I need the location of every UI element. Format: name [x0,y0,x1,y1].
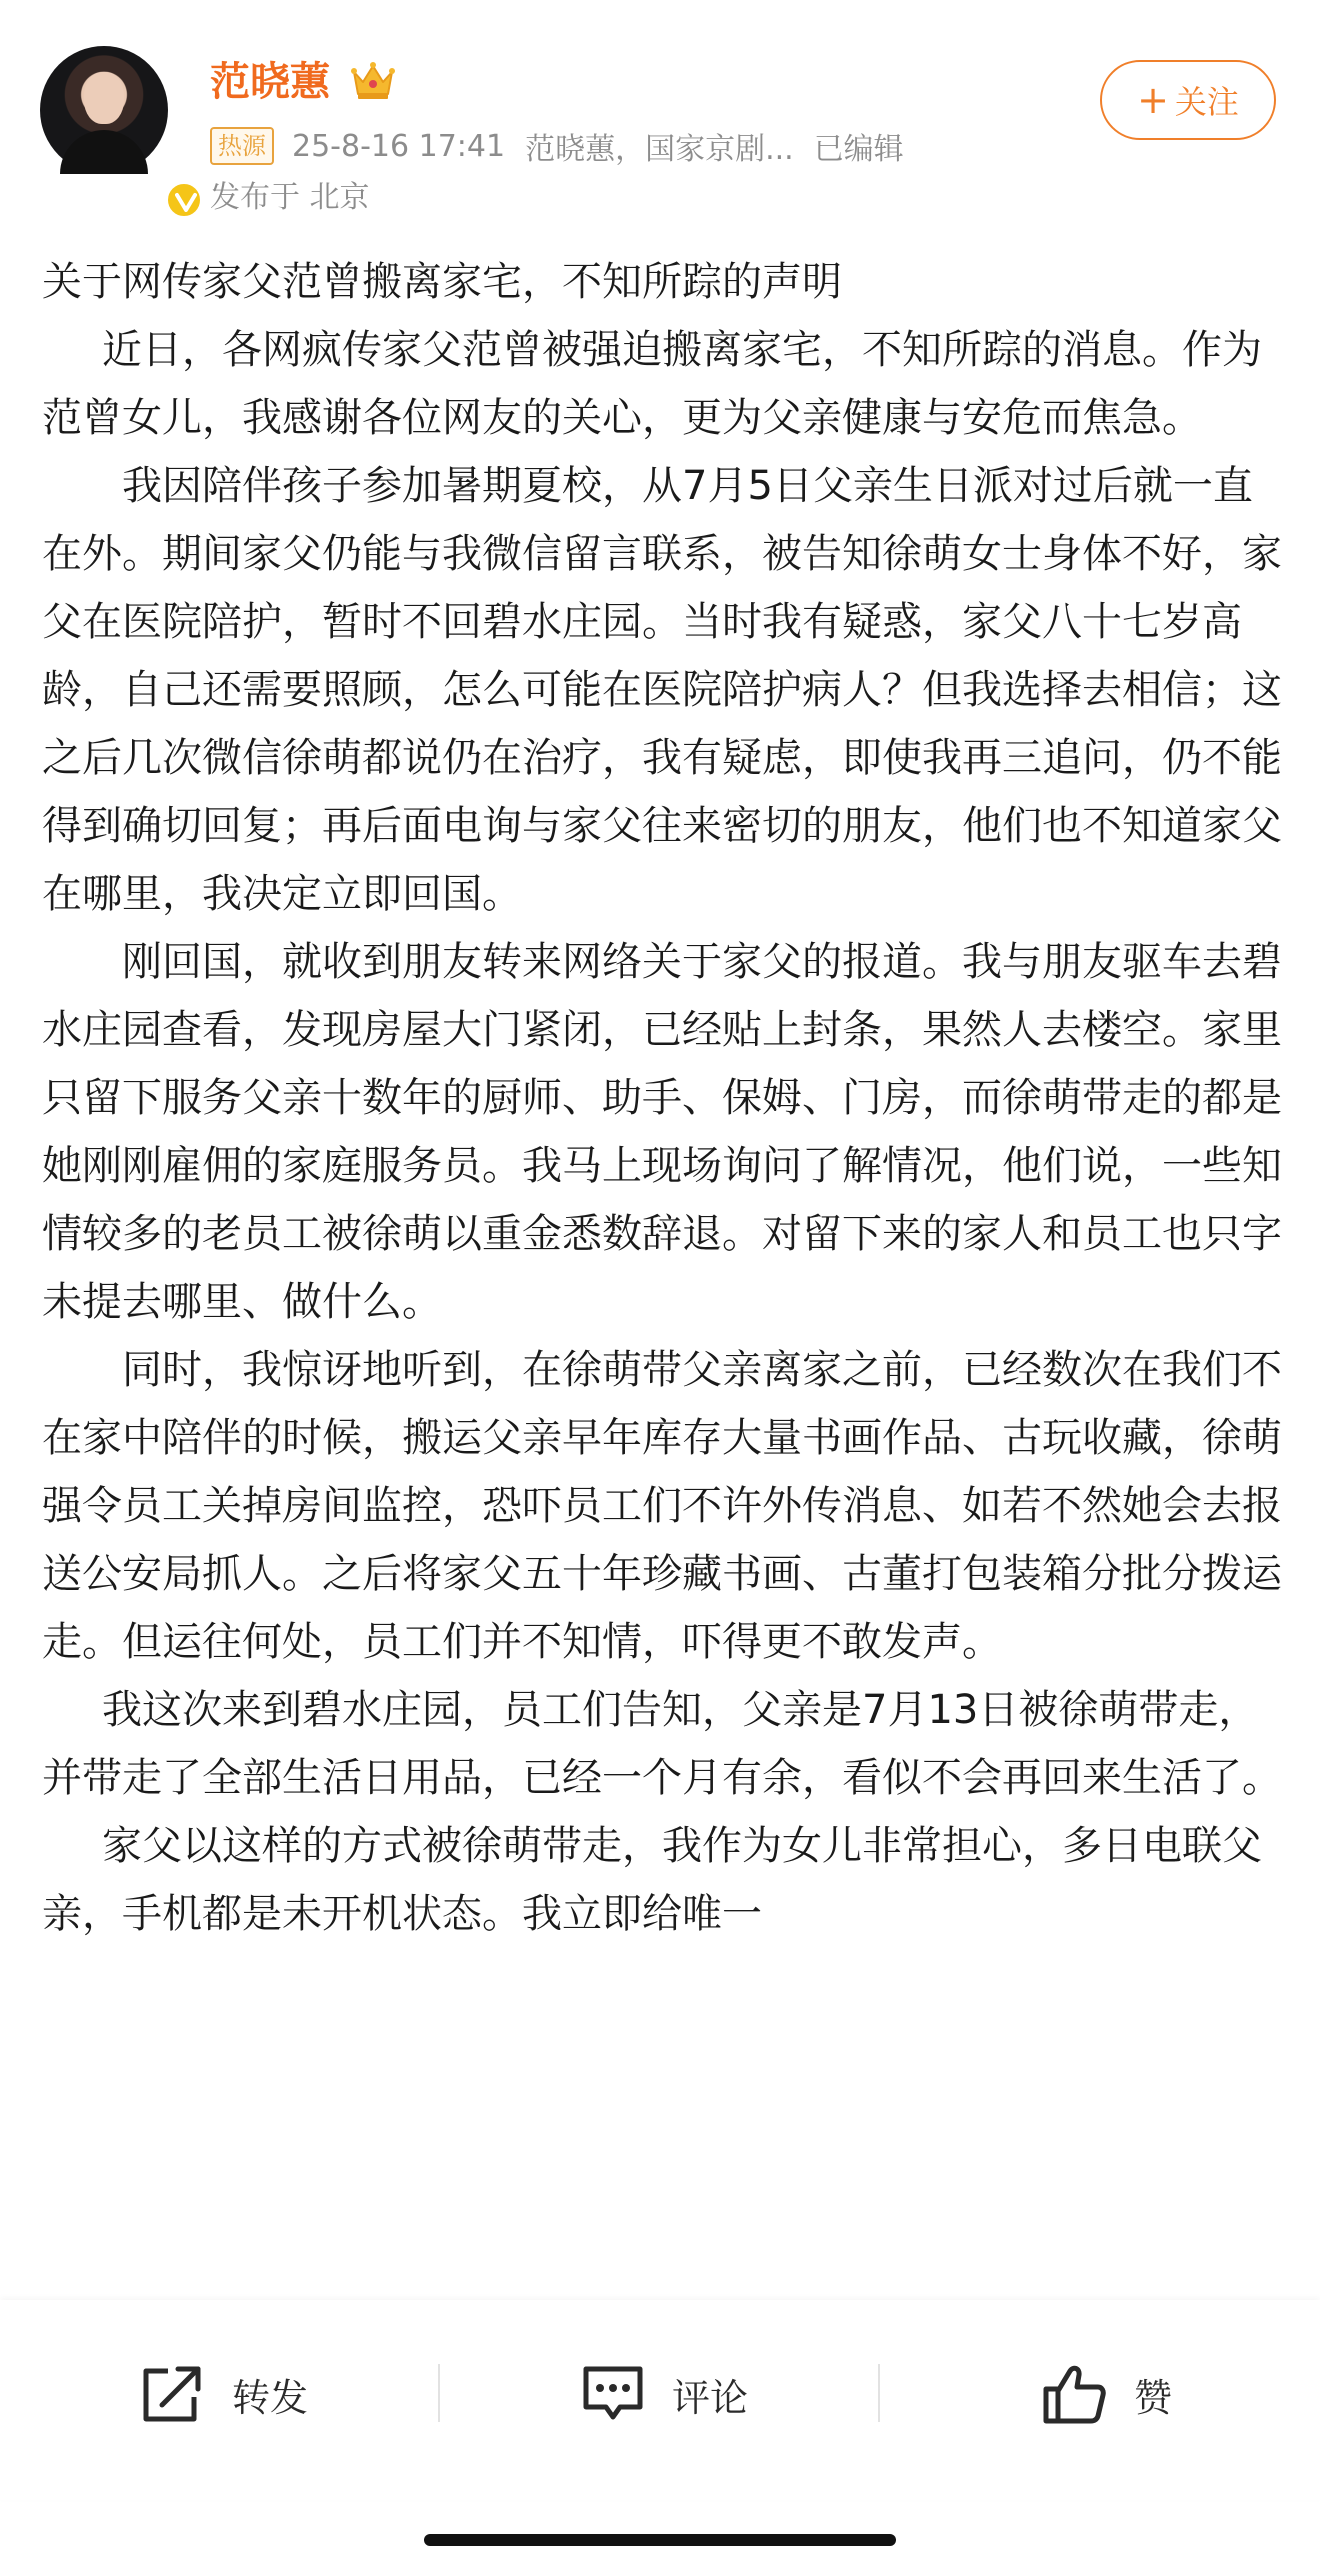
thumbs-up-icon [1040,2361,1110,2427]
post-time: 25-8-16 17:41 [292,128,506,164]
comment-button[interactable] [578,2354,748,2434]
comment-icon [578,2361,648,2427]
post-location: 发布于 北京 [210,180,370,215]
action-bar [0,2300,1320,2500]
post-content [42,248,1282,1948]
avatar-face [84,72,124,124]
author-name[interactable]: 范晓蕙 [210,59,330,105]
paragraph: 同时，我惊讶地听到，在徐萌带父亲离家之前，已经数次在我们不在家中陪伴的时候，搬运父亲早年库存大量书画作品、古玩收藏，徐萌强令员工关掉房间监控，恐吓员工们不许外传消息、如若不然她会去报送公安局抓人。之后将家父五十年珍藏书画、古董打包装箱分批分拨运走。但运往何处，员工们并不知情，吓得更不敢发声。 [42,1347,1282,1665]
paragraph: 刚回国，就收到朋友转来网络关于家父的报道。我与朋友驱车去碧水庄园查看，发现房屋大门紧闭，已经贴上封条，果然人去楼空。家里只留下服务父亲十数年的厨师、助手、保姆、门房，而徐萌带走的都是她刚刚雇佣的家庭服务员。我马上现场询问了解情况，他们说，一些知情较多的老员工被徐萌以重金悉数辞退。对留下来的家人和员工也只字未提去哪里、做什么。 [42,939,1282,1325]
edited-label[interactable]: 已编辑 [813,132,904,167]
post-meta [210,124,904,168]
follow-label: 关注 [1174,83,1239,121]
comment-label: 评论 [672,2375,749,2420]
post-header [0,0,1320,230]
post-source[interactable]: 范晓蕙，国家京剧... [525,132,794,167]
like-button[interactable] [1040,2354,1172,2434]
repost-label: 转发 [232,2375,309,2420]
verified-v-icon [164,180,204,220]
paragraph: 我因陪伴孩子参加暑期夏校，从7月5日父亲生日派对过后就一直在外。期间家父仍能与我微信留言联系，被告知徐萌女士身体不好，家父在医院陪护，暂时不回碧水庄园。当时我有疑惑，家父八十七岁高龄，自己还需要照顾，怎么可能在医院陪护病人？但我选择去相信；这之后几次微信徐萌都说仍在治疗，我有疑虑，即使我再三追问，仍不能得到确切回复；再后面电询与家父往来密切的朋友，他们也不知道家父在哪里，我决定立即回国。 [42,463,1282,917]
repost-icon [138,2361,208,2427]
avatar-body [60,130,148,174]
paragraph: 近日，各网疯传家父范曾被强迫搬离家宅，不知所踪的消息。作为范曾女儿，我感谢各位网友的关心，更为父亲健康与安危而焦急。 [42,327,1262,441]
paragraph: 我这次来到碧水庄园，员工们告知，父亲是7月13日被徐萌带走，并带走了全部生活日用品，已经一个月有余，看似不会再回来生活了。 [42,1687,1282,1801]
action-divider [878,2364,880,2422]
follow-button[interactable] [1100,60,1276,140]
crown-icon [350,60,396,102]
repost-button[interactable] [138,2354,308,2434]
like-label: 赞 [1134,2375,1173,2420]
paragraph: 家父以这样的方式被徐萌带走，我作为女儿非常担心，多日电联父亲，手机都是未开机状态。我立即给唯一 [42,1823,1262,1937]
post-title: 关于网传家父范曾搬离家宅，不知所踪的声明 [42,259,842,305]
home-indicator[interactable] [424,2534,896,2546]
avatar[interactable] [40,46,168,174]
action-divider [438,2364,440,2422]
hot-tag-badge: 热源 [210,127,274,165]
plus-icon: + [1137,78,1169,122]
